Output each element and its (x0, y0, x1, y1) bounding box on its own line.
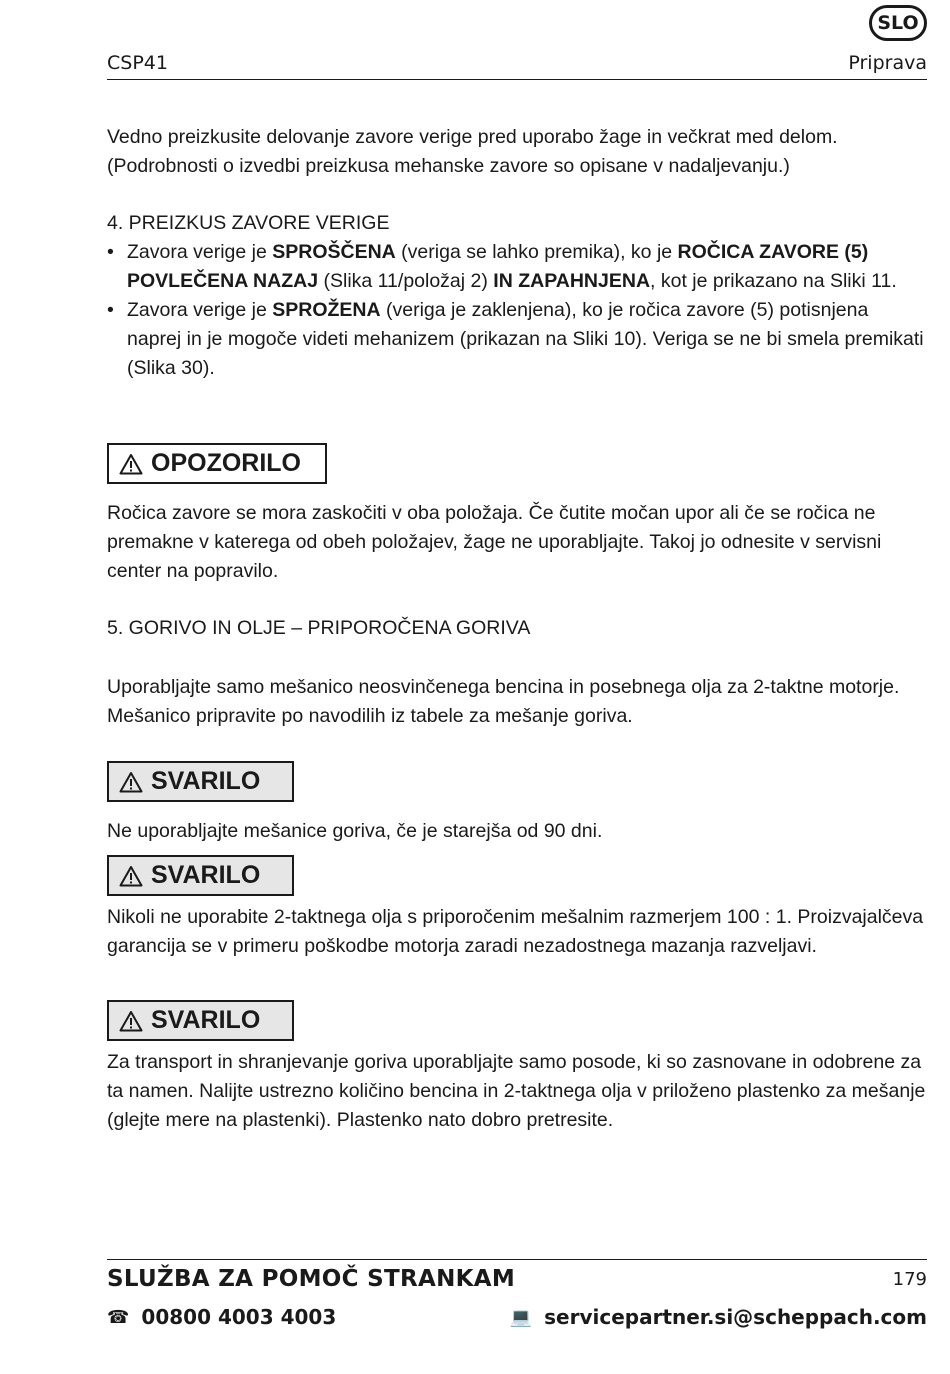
warning-box (107, 443, 327, 484)
phone-number: 00800 4003 4003 (141, 1305, 337, 1329)
section-4-heading: 4. PREIZKUS ZAVORE VERIGE (107, 212, 390, 234)
computer-icon: 💻 (509, 1306, 533, 1328)
footer-email (510, 1305, 927, 1329)
caution-box-3 (107, 1000, 294, 1041)
page-number: 179 (892, 1269, 927, 1290)
intro-line-2: (Podrobnosti o izvedbi preizkusa mehanske zavore so opisane v nadaljevanju.) (107, 155, 790, 177)
bullet-2-bold-a: SPROŽENA (272, 299, 381, 321)
bullet-2-text-a: Zavora verige je (127, 299, 273, 321)
caution-label-1: SVARILO (151, 767, 261, 795)
warning-label: OPOZORILO (151, 449, 301, 477)
bullet-1-text-a: Zavora verige je (127, 241, 273, 263)
model-name: CSP41 (107, 52, 168, 74)
caution-text-2: Nikoli ne uporabite 2-taktnega olja s priporočenim mešalnim razmerjem 100 : 1. Proizvajalčeva garancija se v primeru poškodbe motorja zaradi nezadostnega mazanja razveljavi. (107, 906, 924, 957)
list-item (107, 296, 927, 383)
warning-triangle-icon (119, 1010, 143, 1032)
email-address: servicepartner.si@scheppach.com (544, 1305, 927, 1329)
language-badge: SLO (869, 5, 927, 41)
bullet-1-bold-a: SPROŠČENA (272, 241, 396, 263)
warning-triangle-icon (119, 771, 143, 793)
section-name: Priprava (848, 52, 927, 74)
caution-box-2 (107, 855, 294, 896)
caution-text-1: Ne uporabljajte mešanice goriva, če je starejša od 90 dni. (107, 820, 603, 842)
footer-divider (107, 1259, 927, 1260)
section-5-heading: 5. GORIVO IN OLJE – PRIPOROČENA GORIVA (107, 617, 531, 639)
warning-text: Ročica zavore se mora zaskočiti v oba položaja. Če čutite močan upor ali če se ročica ne premakne v katerega od obeh položajev, žage ne uporabljajte. Takoj jo odnesite v servisni center na popravilo. (107, 502, 882, 582)
list-item (107, 238, 927, 296)
bullet-2-text-b: (veriga je zaklenjena), ko je ročica zavore (5) potisnjena naprej in je mogoče videti mehanizem (prikazan na Sliki 10). Veriga se ne bi smela premikati (Slika 30). (127, 299, 924, 379)
intro-line-1: Vedno preizkusite delovanje zavore verige pred uporabo žage in večkrat med delom. (107, 126, 838, 148)
bullet-1-bold-b: ROČICA ZAVORE (5) POVLEČENA NAZAJ (127, 241, 869, 292)
caution-label-2: SVARILO (151, 861, 261, 889)
header-divider (107, 79, 927, 80)
bullet-1-text-c: (Slika 11/položaj 2) (318, 270, 494, 292)
footer-phone (107, 1305, 336, 1329)
intro-text (107, 123, 927, 181)
caution-text-3: Za transport in shranjevanje goriva uporabljajte samo posode, ki so zasnovane in odobrene za ta namen. Nalijte ustrezno količino bencina in 2-taktnega olja v priloženo plastenko za mešanje (glejte mere na plastenki). Plastenko nato dobro pretresite. (107, 1051, 926, 1131)
phone-icon: ☎ (107, 1306, 130, 1328)
bullet-1-text-b: (veriga se lahko premika), ko je (395, 241, 678, 263)
section-4-list (107, 238, 927, 383)
warning-triangle-icon (119, 453, 143, 475)
caution-box-1 (107, 761, 294, 802)
bullet-1-bold-c: IN ZAPAHNJENA (493, 270, 651, 292)
bullet-1-text-d: , kot je prikazano na Sliki 11. (650, 270, 897, 292)
footer-title: SLUŽBA ZA POMOČ STRANKAM (107, 1266, 516, 1292)
caution-label-3: SVARILO (151, 1006, 261, 1034)
section-5-text: Uporabljajte samo mešanico neosvinčenega bencina in posebnega olja za 2-taktne motorje. Mešanico pripravite po navodilih iz tabele za mešanje goriva. (107, 676, 900, 727)
warning-triangle-icon (119, 865, 143, 887)
